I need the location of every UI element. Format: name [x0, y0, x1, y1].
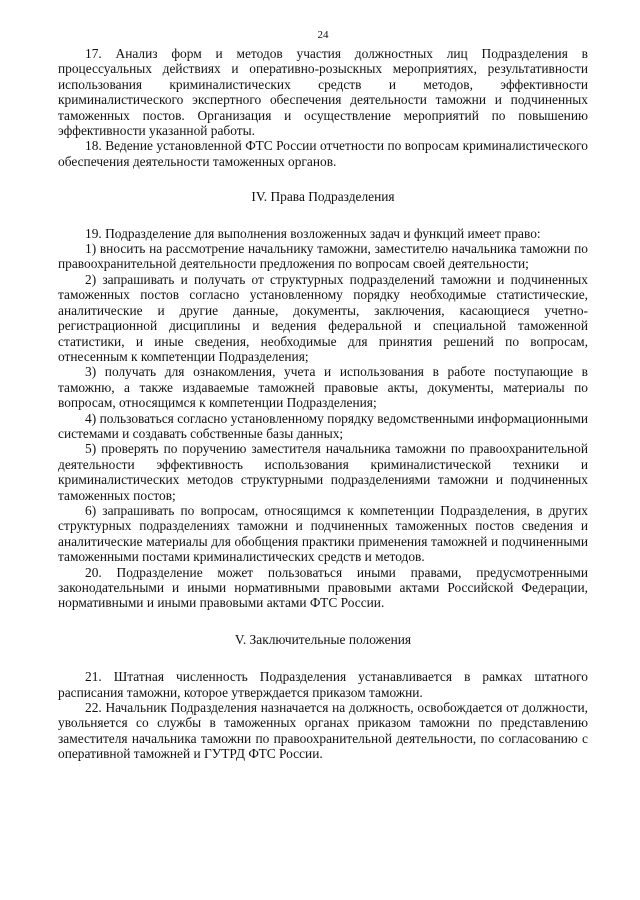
right-item: 4) пользоваться согласно установленному порядку ведомственными информационными системами и создавать собственные базы данных; [58, 410, 588, 441]
section-5-heading: V. Заключительные положения [234, 631, 412, 647]
page-number: 24 [317, 29, 329, 41]
right-item: 5) проверять по поручению заместителя начальника таможни по правоохранительной деятельности эффективность использования криминалистической техники и криминалистических методов структурными подразделениями таможни и подчиненных таможенных постов; [58, 441, 588, 503]
paragraph-18: 18. Ведение установленной ФТС России отчетности по вопросам криминалистического обеспечения деятельности таможенных органов. [58, 138, 588, 169]
right-item: 2) запрашивать и получать от структурных подразделений таможни и подчиненных таможенных постов согласно установленному порядку необходимые статистические, аналитические и другие данные, документы, заключения, касающиеся учетно-регистрационной дисциплины и ведения федеральной и специальной таможенной статистики, и иные сведения, необходимые для принятия решений по вопросам, отнесенным к компетенции Подразделения; [58, 271, 588, 364]
right-item: 3) получать для ознакомления, учета и использования в работе поступающие в таможню, а также издаваемые таможней правовые акты, документы, материалы по вопросам, относящимся к компетенции Подразделения; [58, 364, 588, 411]
section-4-heading: IV. Права Подразделения [251, 189, 395, 205]
paragraph-19: 19. Подразделение для выполнения возложенных задач и функций имеет право: [85, 225, 541, 241]
paragraph-17: 17. Анализ форм и методов участия должностных лиц Подразделения в процессуальных действиях и оперативно-розыскных мероприятиях, результативности использования криминалистических средств и методов, эффективности криминалистического экспертного обеспечения деятельности таможни и подчиненных таможенных постов. Организация и осуществление мероприятий по повышению эффективности указанной работы. [58, 46, 588, 139]
paragraph-22: 22. Начальник Подразделения назначается на должность, освобождается от должности, увольняется со службы в таможенных органах приказом таможни по представлению заместителя начальника таможни по правоохранительной деятельности, по согласованию с оперативной таможней и ГУТРД ФТС России. [58, 700, 588, 762]
paragraph-20: 20. Подразделение может пользоваться иными правами, предусмотренными законодательными и иными нормативными правовыми актами Российской Федерации, нормативными и иными правовыми актами ФТС России. [58, 564, 588, 611]
right-item: 1) вносить на рассмотрение начальнику таможни, заместителю начальника таможни по правоохранительной деятельности предложения по вопросам своей деятельности; [58, 241, 588, 272]
right-item: 6) запрашивать по вопросам, относящимся к компетенции Подразделения, в других структурных подразделениях таможни и подчиненных таможенных постов сведения и аналитические материалы для обобщения практики применения таможней и подчиненными таможенными постами криминалистических средств и методов. [58, 502, 588, 565]
document-page [58, 28, 588, 762]
paragraph-21: 21. Штатная численность Подразделения устанавливается в рамках штатного расписания таможни, которое утверждается приказом таможни. [58, 669, 588, 700]
